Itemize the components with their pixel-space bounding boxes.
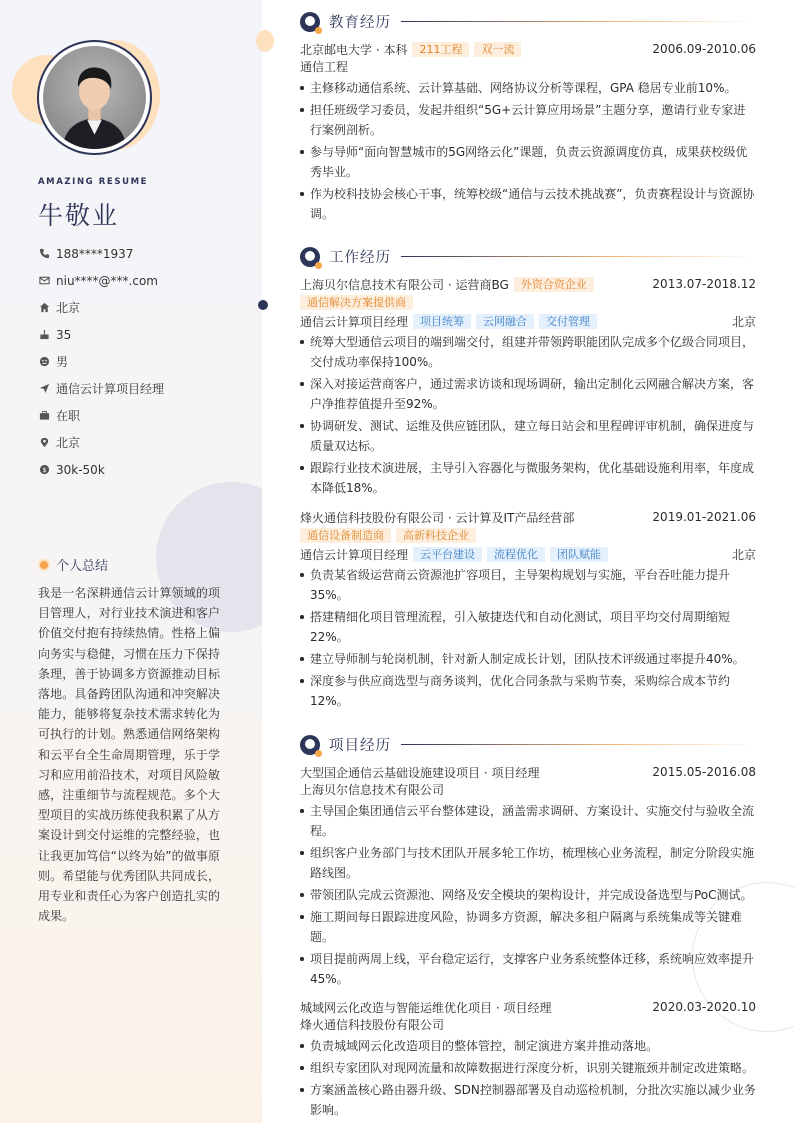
contact-status [38, 402, 248, 429]
contact-position [38, 375, 248, 402]
contact-text: 通信云计算项目经理 [56, 382, 165, 396]
project-bullets [300, 801, 756, 989]
cake-icon [38, 329, 50, 341]
list-item: 参与导师“面向智慧城市的5G网络云化”课题，负责云资源调度仿真，成果获校级优秀毕业。 [300, 142, 756, 182]
work-bullets [300, 565, 756, 711]
industry-tag: 通信设备制造商 [300, 528, 391, 543]
position-title: 通信云计算项目经理 [300, 547, 409, 562]
work-header-row [300, 275, 756, 293]
avatar-portrait-icon [43, 46, 146, 149]
education-section-header [300, 11, 756, 32]
education-entry [300, 40, 756, 226]
list-item: 统筹大型通信云项目的端到端交付，组建并带领跨职能团队完成多个亿级合同项目，交付成功率保持100%。 [300, 332, 756, 372]
contact-text: 35 [56, 327, 72, 342]
skill-tag: 项目统筹 [413, 314, 471, 329]
decorative-dot [258, 300, 268, 310]
skill-tag: 流程优化 [487, 547, 545, 562]
list-item: 跟踪行业技术演进展，主导引入容器化与微服务架构，优化基础设施利用率，年度成本降低18%。 [300, 458, 756, 498]
decorative-dot [256, 30, 274, 52]
skill-tag: 团队赋能 [550, 547, 608, 562]
section-divider [401, 256, 756, 257]
industry-tag: 高新科技企业 [396, 528, 476, 543]
home-icon [38, 302, 50, 314]
svg-text:$: $ [41, 465, 47, 474]
list-item: 组织客户业务部门与技术团队开展多轮工作坊，梳理核心业务流程，制定分阶段实施路线图。 [300, 843, 756, 883]
work-period: 2019.01-2021.06 [652, 510, 756, 524]
contact-text: 男 [56, 355, 69, 369]
project-name: 大型国企通信云基础设施建设项目 · 项目经理 [300, 765, 540, 780]
list-item: 主导国企集团通信云平台整体建设，涵盖需求调研、方案设计、实施交付与验收全流程。 [300, 801, 756, 841]
project-org: 烽火通信科技股份有限公司 [300, 1018, 445, 1032]
project-org: 上海贝尔信息技术有限公司 [300, 783, 445, 797]
company-tag: 外资合资企业 [514, 277, 594, 292]
main-content [300, 0, 756, 1123]
section-icon [300, 735, 320, 755]
work-period: 2013.07-2018.12 [652, 277, 756, 291]
contact-text: 北京 [56, 301, 81, 315]
summary-title: 个人总结 [56, 559, 109, 574]
company-name: 上海贝尔信息技术有限公司 · 运营商BG [300, 277, 509, 292]
contact-text: 在职 [56, 409, 81, 423]
section-divider [401, 744, 756, 745]
list-item: 带领团队完成云资源池、网络及安全模块的架构设计，并完成设备选型与PoC测试。 [300, 885, 756, 905]
contact-salary [38, 456, 248, 483]
work-section-header [300, 246, 756, 267]
project-header-row [300, 998, 756, 1016]
section-title: 项目经历 [329, 738, 391, 754]
company-name: 烽火通信科技股份有限公司 · 云计算及IT产品经营部 [300, 510, 575, 525]
work-entry [300, 275, 756, 500]
list-item: 作为校科技协会核心干事，统筹校级“通信与云技术挑战赛”，负责赛程设计与资源协调。 [300, 184, 756, 224]
send-icon [38, 383, 50, 395]
work-city: 北京 [731, 547, 756, 562]
briefcase-icon [38, 410, 50, 422]
list-item: 组织专家团队对现网流量和故障数据进行深度分析，识别关键瓶颈并制定改进策略。 [300, 1058, 756, 1078]
sidebar [0, 0, 262, 1123]
project-header-row [300, 763, 756, 781]
education-bullets [300, 78, 756, 224]
salary-icon [38, 464, 50, 476]
project-period: 2020.03-2020.10 [652, 1000, 756, 1014]
contact-email [38, 267, 248, 294]
resume-tagline: AMAZING RESUME [38, 177, 149, 187]
project-entry [300, 763, 756, 991]
contact-list [38, 240, 248, 483]
skill-tag: 云平台建设 [413, 547, 482, 562]
list-item: 协调研发、测试、运维及供应链团队，建立每日站会和里程碑评审机制，确保进度与质量双达标。 [300, 416, 756, 456]
school-name: 北京邮电大学 · 本科 [300, 42, 408, 57]
project-name: 城域网云化改造与智能运维优化项目 · 项目经理 [300, 1000, 552, 1015]
contact-text: 30k-50k [56, 462, 105, 477]
industry-tag: 通信解决方案提供商 [300, 295, 413, 310]
education-header-row [300, 40, 756, 58]
work-entry [300, 508, 756, 713]
section-title: 教育经历 [329, 15, 391, 31]
project-entry [300, 998, 756, 1122]
person-name: 牛敬业 [38, 201, 120, 230]
industry-tags [300, 526, 756, 545]
skill-tag: 云网融合 [476, 314, 534, 329]
location-pin-icon [38, 437, 50, 449]
project-bullets [300, 1036, 756, 1120]
contact-age [38, 321, 248, 348]
list-item: 搭建精细化项目管理流程，引入敏捷迭代和自动化测试，项目平均交付周期缩短22%。 [300, 607, 756, 647]
list-item: 项目提前两周上线，平台稳定运行，支撑客户业务系统整体迁移，系统响应效率提升45%。 [300, 949, 756, 989]
position-row [300, 545, 756, 563]
school-tag: 211工程 [412, 42, 469, 57]
contact-gender [38, 348, 248, 375]
industry-tags [300, 293, 756, 312]
contact-phone [38, 240, 248, 267]
list-item: 负责城域网云化改造项目的整体管控，制定演进方案并推动落地。 [300, 1036, 756, 1056]
skill-tag: 交付管理 [539, 314, 597, 329]
gender-icon [38, 356, 50, 368]
projects-section-header [300, 734, 756, 755]
list-item: 深入对接运营商客户，通过需求访谈和现场调研，输出定制化云网融合解决方案，客户净推荐值提升至92%。 [300, 374, 756, 414]
summary-text: 我是一名深耕通信云计算领域的项目管理人，对行业技术演进和客户价值交付抱有持续热情。性格上偏向务实与稳健，习惯在压力下保持条理，善于协调多方资源推动目标落地。具备跨团队沟通和冲突解决能力，能够将复杂技术需求转化为可执行的计划。熟悉通信网络架构和云平台全生命周期管理，乐于学习和应用前沿技术，对项目风险敏感，注重细节与流程规范。多个大型项目的实战历练使我积累了从方案设计到交付运维的完整经验，也让我更加笃信“以终为始”的做事原则。希望能与优秀团队共同成长，用专业和责任心为客户创造扎实的成果。 [38, 586, 220, 924]
mail-icon [38, 275, 50, 287]
avatar-frame [37, 40, 152, 155]
position-title: 通信云计算项目经理 [300, 314, 409, 329]
contact-text: 188****1937 [56, 246, 134, 261]
phone-icon [38, 248, 50, 260]
contact-home [38, 294, 248, 321]
section-icon [300, 12, 320, 32]
list-item: 方案涵盖核心路由器升级、SDN控制器部署及自动巡检机制，分批次实施以减少业务影响。 [300, 1080, 756, 1120]
contact-city [38, 429, 248, 456]
avatar [43, 46, 146, 149]
education-period: 2006.09-2010.06 [652, 42, 756, 56]
contact-text: niu****@***.com [56, 273, 158, 288]
list-item: 担任班级学习委员，发起并组织“5G+云计算应用场景”主题分享，邀请行业专家进行案例剖析。 [300, 100, 756, 140]
summary-header [38, 555, 108, 574]
list-item: 深度参与供应商选型与商务谈判，优化合同条款与采购节奏，采购综合成本节约12%。 [300, 671, 756, 711]
summary-dot-icon [38, 559, 50, 571]
work-header-row [300, 508, 756, 526]
section-divider [401, 21, 756, 22]
work-city: 北京 [731, 314, 756, 329]
list-item: 施工期间每日跟踪进度风险，协调多方资源，解决多租户隔离与系统集成等关键难题。 [300, 907, 756, 947]
position-row [300, 312, 756, 330]
contact-text: 北京 [56, 436, 81, 450]
major: 通信工程 [300, 60, 349, 74]
list-item: 负责某省级运营商云资源池扩容项目，主导架构规划与实施，平台吞吐能力提升35%。 [300, 565, 756, 605]
school-tag: 双一流 [474, 42, 521, 57]
section-title: 工作经历 [329, 250, 391, 266]
list-item: 建立导师制与轮岗机制，针对新人制定成长计划，团队技术评级通过率提升40%。 [300, 649, 756, 669]
section-icon [300, 247, 320, 267]
work-bullets [300, 332, 756, 498]
project-period: 2015.05-2016.08 [652, 765, 756, 779]
list-item: 主修移动通信系统、云计算基础、网络协议分析等课程，GPA 稳居专业前10%。 [300, 78, 756, 98]
